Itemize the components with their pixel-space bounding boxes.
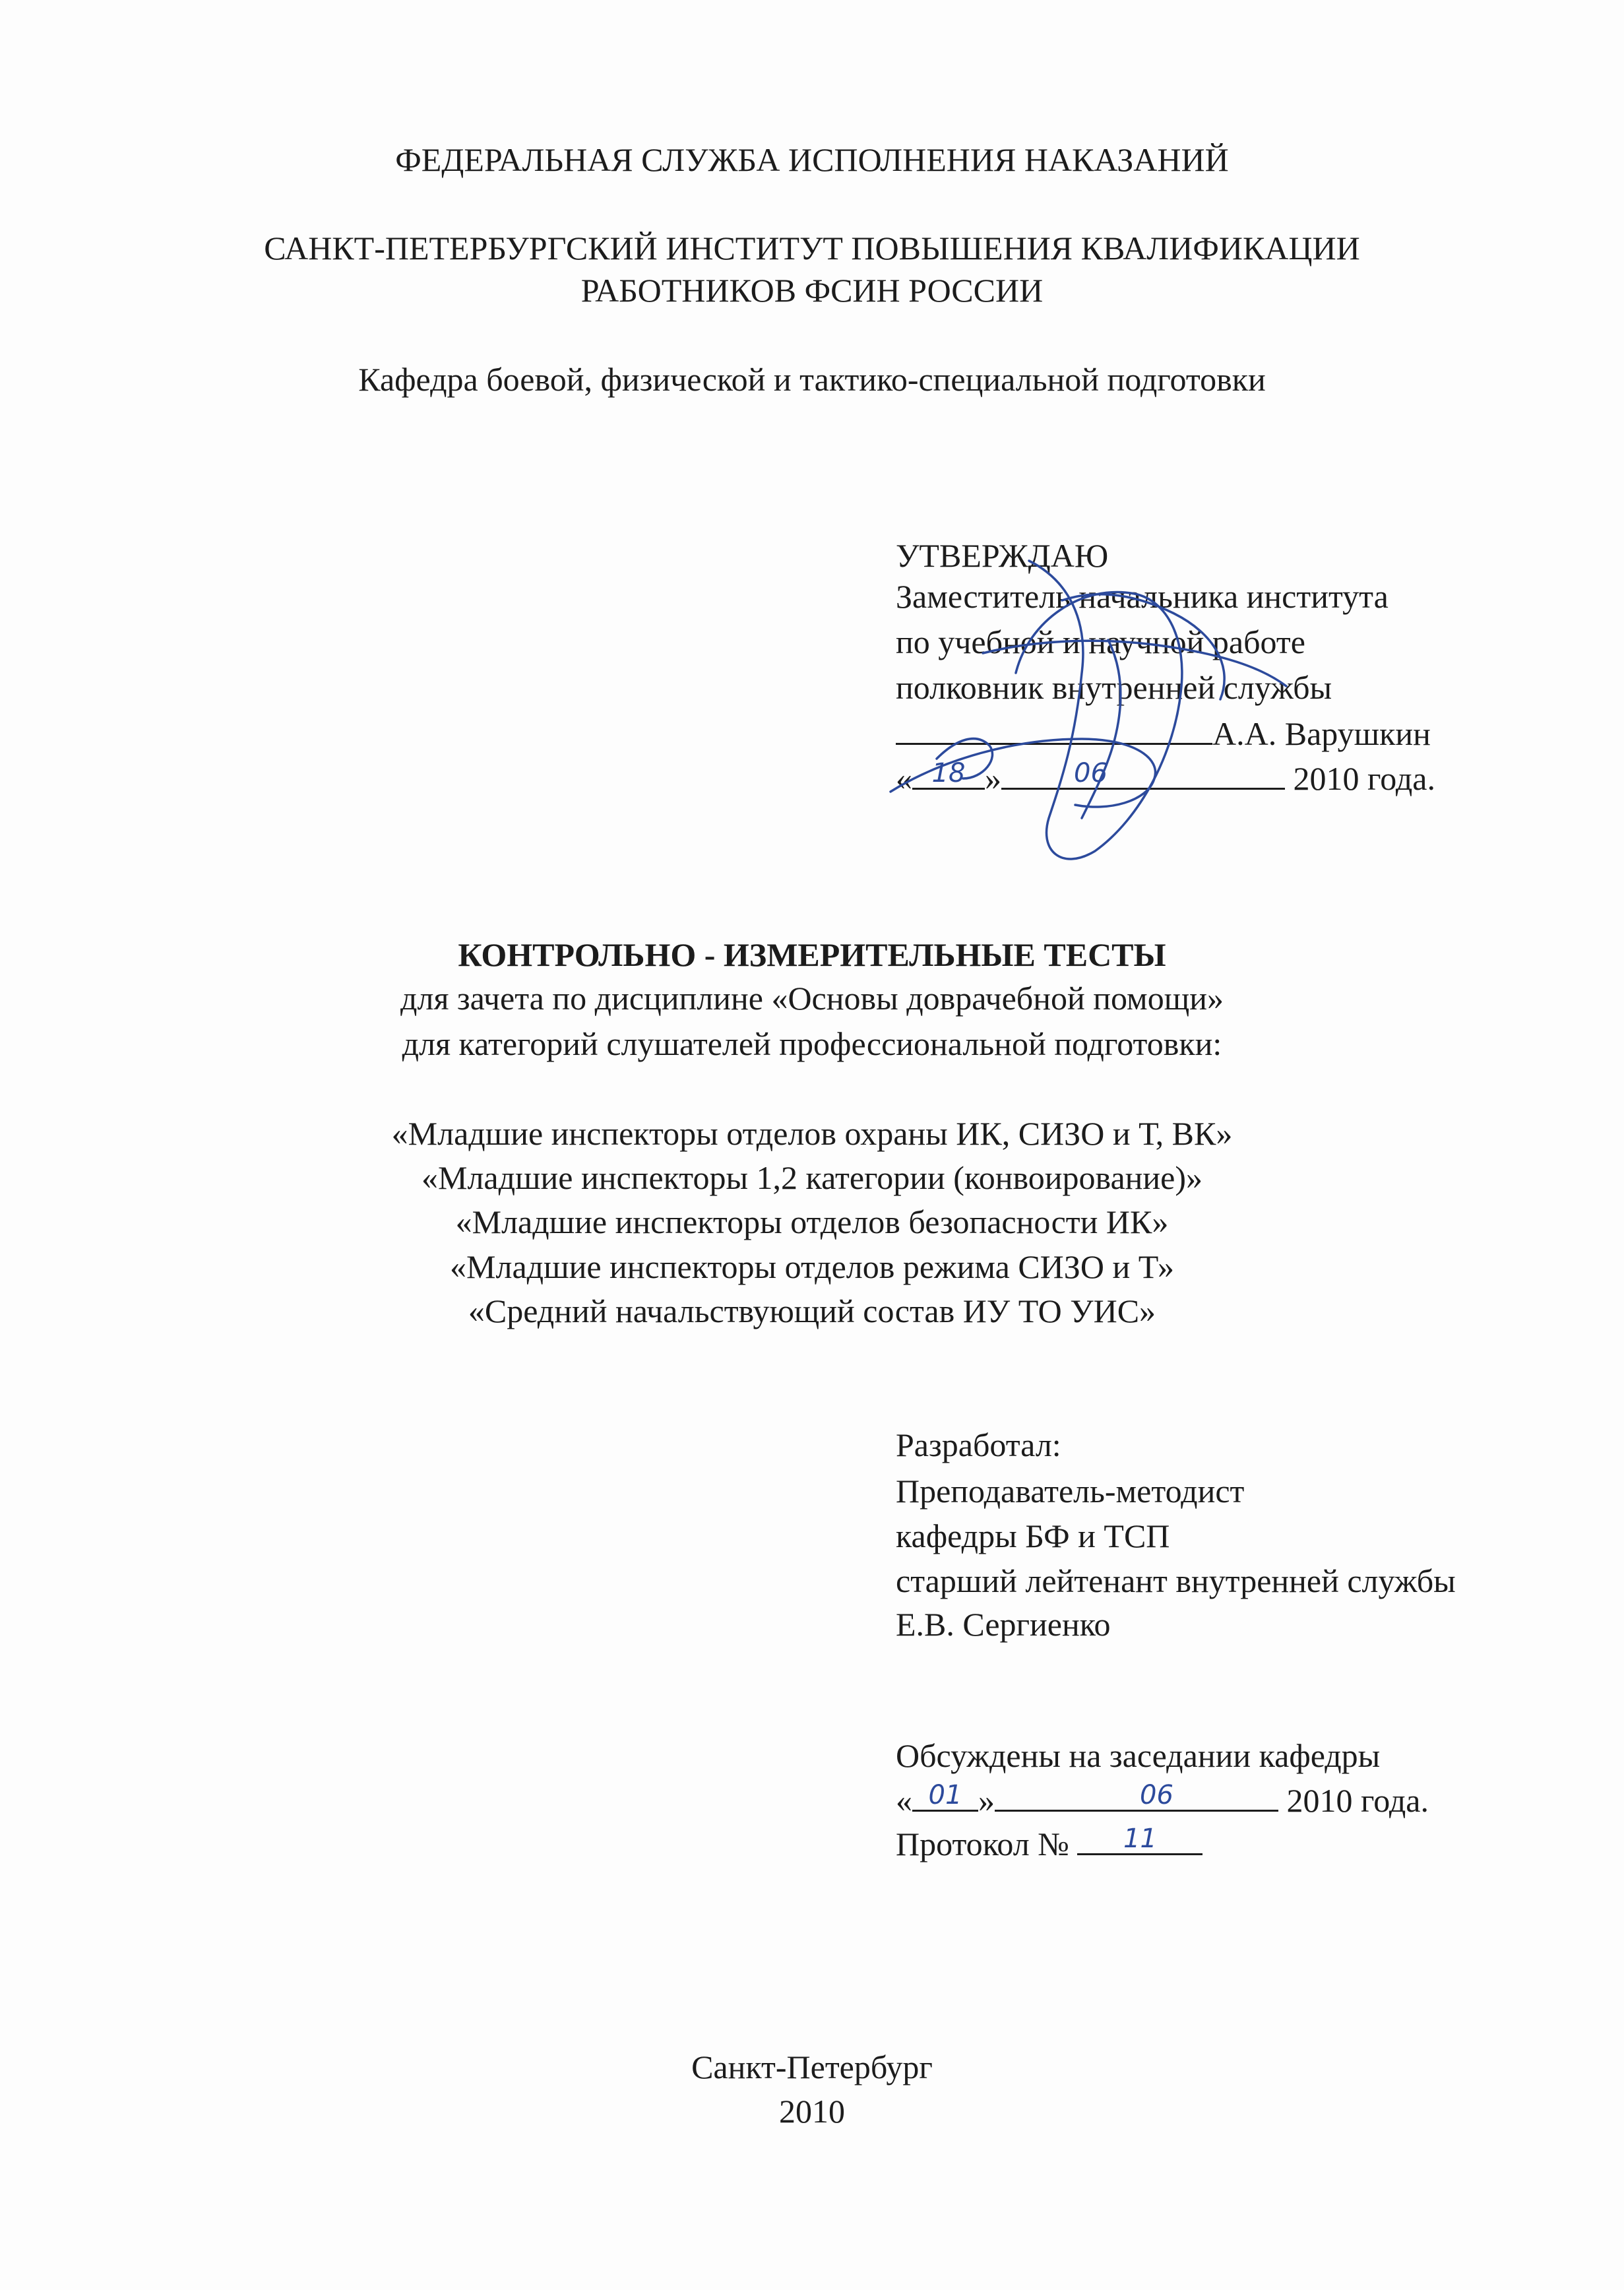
developer-rank: старший лейтенант внутренней службы (896, 1562, 1456, 1599)
approval-month-handwritten: 06 (1074, 758, 1108, 788)
developer-label: Разработал: (896, 1426, 1061, 1463)
service-name: ФЕДЕРАЛЬНАЯ СЛУЖБА ИСПОЛНЕНИЯ НАКАЗАНИЙ (395, 141, 1229, 178)
institute-name-line1: САНКТ-ПЕТЕРБУРГСКИЙ ИНСТИТУТ ПОВЫШЕНИЯ КВАЛИФИКАЦИИ (264, 230, 1360, 267)
approval-day-blank (912, 759, 985, 790)
discussion-day-handwritten: 01 (928, 1780, 962, 1810)
discussion-date-open-quote: « (896, 1782, 912, 1819)
approval-position-line2: по учебной и научной работе (896, 623, 1305, 660)
approval-day-handwritten: 18 (931, 758, 966, 788)
protocol-number-blank (1077, 1824, 1202, 1855)
discussion-day-blank (912, 1781, 978, 1812)
discussion-date-close-quote: » (978, 1782, 995, 1819)
approval-position-line1: Заместитель начальника института (896, 578, 1389, 615)
discussion-year: 2010 года. (1278, 1782, 1429, 1819)
approval-title: УТВЕРЖДАЮ (896, 537, 1109, 574)
document-subtitle-line3: для категорий слушателей профессиональной подготовки: (402, 1025, 1222, 1062)
discussion-month-blank (995, 1781, 1278, 1812)
institute-name-line2: РАБОТНИКОВ ФСИН РОССИИ (580, 272, 1044, 309)
category-item: «Младшие инспекторы отделов охраны ИК, СИЗО и Т, ВК» (391, 1115, 1233, 1152)
approval-date-open-quote: « (896, 760, 912, 797)
category-item: «Младшие инспекторы 1,2 категории (конвоирование)» (421, 1159, 1202, 1196)
footer-year: 2010 (779, 2093, 845, 2130)
footer-city: Санкт-Петербург (691, 2049, 933, 2085)
discussion-label: Обсуждены на заседании кафедры (896, 1737, 1381, 1774)
discussion-month-handwritten: 06 (1140, 1780, 1173, 1810)
category-item: «Младшие инспекторы отделов режима СИЗО и Т» (450, 1248, 1174, 1285)
document-title: КОНТРОЛЬНО - ИЗМЕРИТЕЛЬНЫЕ ТЕСТЫ (458, 936, 1166, 973)
signature-blank (896, 714, 1212, 745)
approval-name: А.А. Варушкин (1212, 715, 1431, 752)
approval-month-blank (1001, 759, 1285, 790)
approval-date-close-quote: » (985, 760, 1001, 797)
approval-signature-line (896, 714, 1431, 753)
protocol-number-handwritten: 11 (1123, 1824, 1157, 1854)
approval-date-line (896, 759, 1435, 798)
protocol-label: Протокол № (896, 1826, 1078, 1862)
document-subtitle-line2: для зачета по дисциплине «Основы доврачебной помощи» (400, 980, 1224, 1017)
developer-position: Преподаватель-методист (896, 1473, 1245, 1510)
department-name: Кафедра боевой, физической и тактико-специальной подготовки (358, 361, 1266, 398)
category-item: «Средний начальствующий состав ИУ ТО УИС» (468, 1292, 1156, 1329)
discussion-date-line (896, 1781, 1429, 1820)
protocol-line (896, 1824, 1202, 1864)
developer-department: кафедры БФ и ТСП (896, 1517, 1170, 1554)
category-item: «Младшие инспекторы отделов безопасности ИК» (455, 1203, 1169, 1240)
approval-year: 2010 года. (1285, 760, 1435, 797)
approval-rank: полковник внутренней службы (896, 669, 1332, 706)
developer-name: Е.В. Сергиенко (896, 1606, 1111, 1643)
